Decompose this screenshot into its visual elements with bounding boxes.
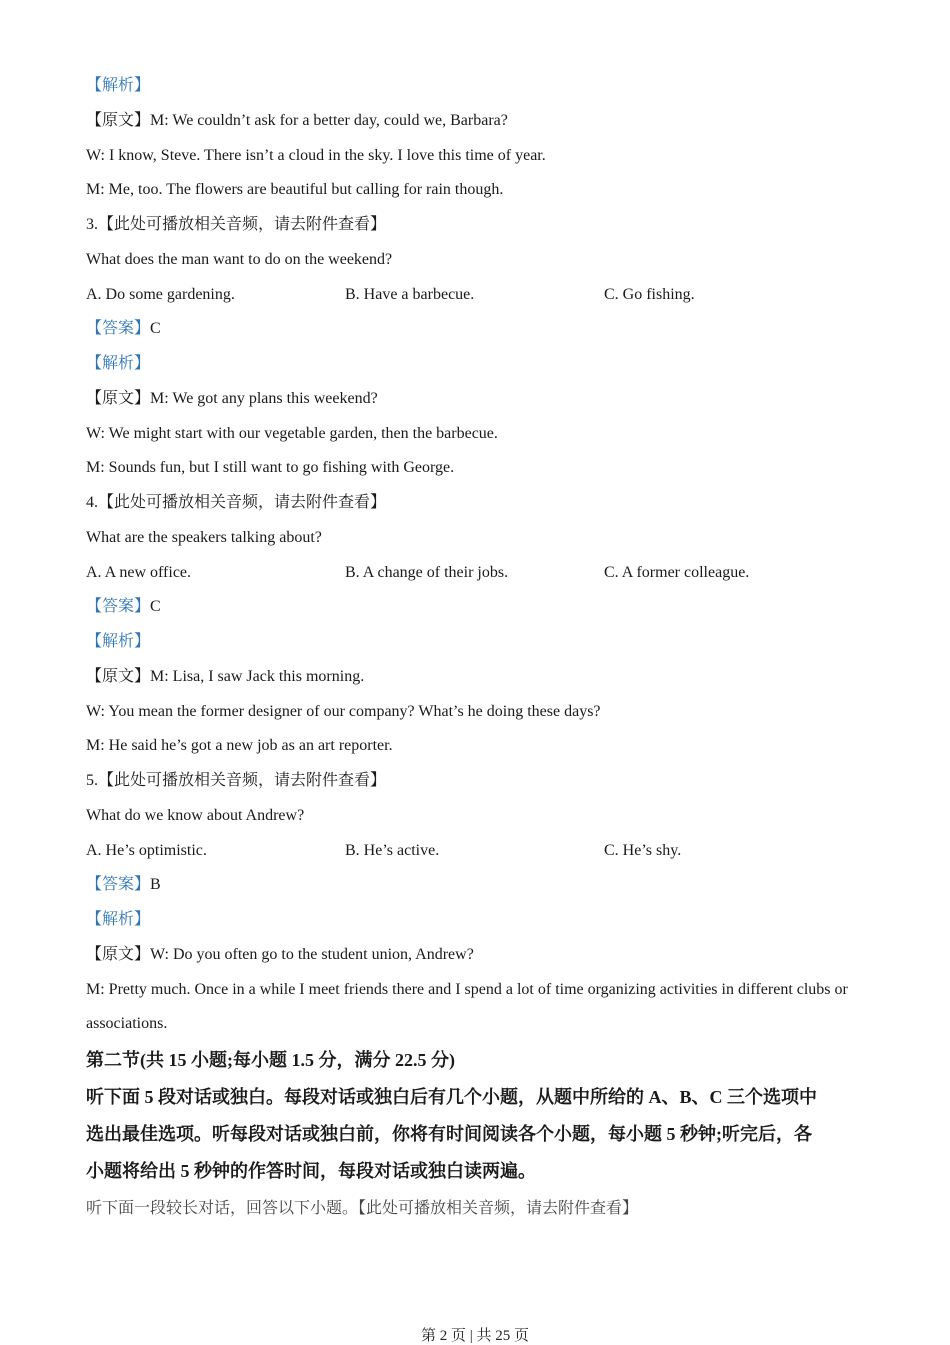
analysis-label: 【解析】 [86,355,151,372]
section-heading: 第二节(共 15 小题;每小题 1.5 分，满分 22.5 分) [86,1050,455,1070]
text-line: W: I know, Steve. There isn’t a cloud in the sky. I love this time of year. [86,146,546,164]
option-b: B. A change of their jobs. [345,563,509,581]
answer-options [86,834,876,869]
text-line: W: We might start with our vegetable garden, then the barbecue. [86,424,498,442]
text-line: M: Me, too. The flowers are beautiful but calling for rain though. [86,181,504,199]
answer-options [86,278,876,313]
section-heading: 选出最佳选项。听每段对话或独白前，你将有时间阅读各个小题，每小题 5 秒钟;听完后，各 [86,1124,812,1144]
answer-label: 【答案】 [86,320,151,338]
section-heading: 小题将给出 5 秒钟的作答时间，每段对话或独白读两遍。 [86,1161,536,1181]
text-line: 3.【此处可播放相关音频，请去附件查看】 [86,216,387,233]
answer-value: C [150,320,161,338]
text-line: 【原文】M: We got any plans this weekend? [86,389,378,407]
option-a: A. Do some gardening. [86,285,235,303]
answer-value: B [150,876,161,894]
answer-line [86,590,876,625]
option-c: C. He’s shy. [604,841,682,859]
text-line: 【原文】M: We couldn’t ask for a better day, could we, Barbara? [86,111,508,129]
answer-value: C [150,598,161,616]
option-a: A. A new office. [86,563,192,581]
text-line: What do we know about Andrew? [86,806,305,824]
answer-options [86,556,876,591]
text-line: M: Sounds fun, but I still want to go fishing with George. [86,459,455,477]
option-b: B. Have a barbecue. [345,285,475,303]
text-line: M: He said he’s got a new job as an art reporter. [86,737,393,755]
answer-line [86,868,876,903]
answer-line [86,312,876,347]
text-line: 【原文】W: Do you often go to the student union, Andrew? [86,945,474,963]
text-line: What are the speakers talking about? [86,528,322,546]
instruction-note: 听下面一段较长对话，回答以下小题。【此处可播放相关音频，请去附件查看】 [86,1200,639,1217]
analysis-label: 【解析】 [86,633,151,650]
text-line: What does the man want to do on the weekend? [86,250,393,268]
text-line: 5.【此处可播放相关音频，请去附件查看】 [86,772,387,789]
option-c: C. A former colleague. [604,563,750,581]
section-heading: 听下面 5 段对话或独白。每段对话或独白后有几个小题，从题中所给的 A、B、C 三个选项中 [86,1087,817,1107]
page-footer: 第 2 页 | 共 25 页 [420,1328,529,1344]
answer-label: 【答案】 [86,598,151,616]
analysis-label: 【解析】 [86,911,151,928]
analysis-label: 【解析】 [86,77,151,94]
text-line: W: You mean the former designer of our company? What’s he doing these days? [86,702,601,720]
option-c: C. Go fishing. [604,285,695,303]
text-line: associations. [86,1015,168,1033]
text-line: M: Pretty much. Once in a while I meet friends there and I spend a lot of time organizing activities in different clubs or [86,980,848,998]
option-b: B. He’s active. [345,841,440,859]
option-a: A. He’s optimistic. [86,841,207,859]
answer-label: 【答案】 [86,876,151,894]
text-line: 【原文】M: Lisa, I saw Jack this morning. [86,667,365,685]
document-body [86,69,876,1227]
text-line: 4.【此处可播放相关音频，请去附件查看】 [86,494,387,511]
